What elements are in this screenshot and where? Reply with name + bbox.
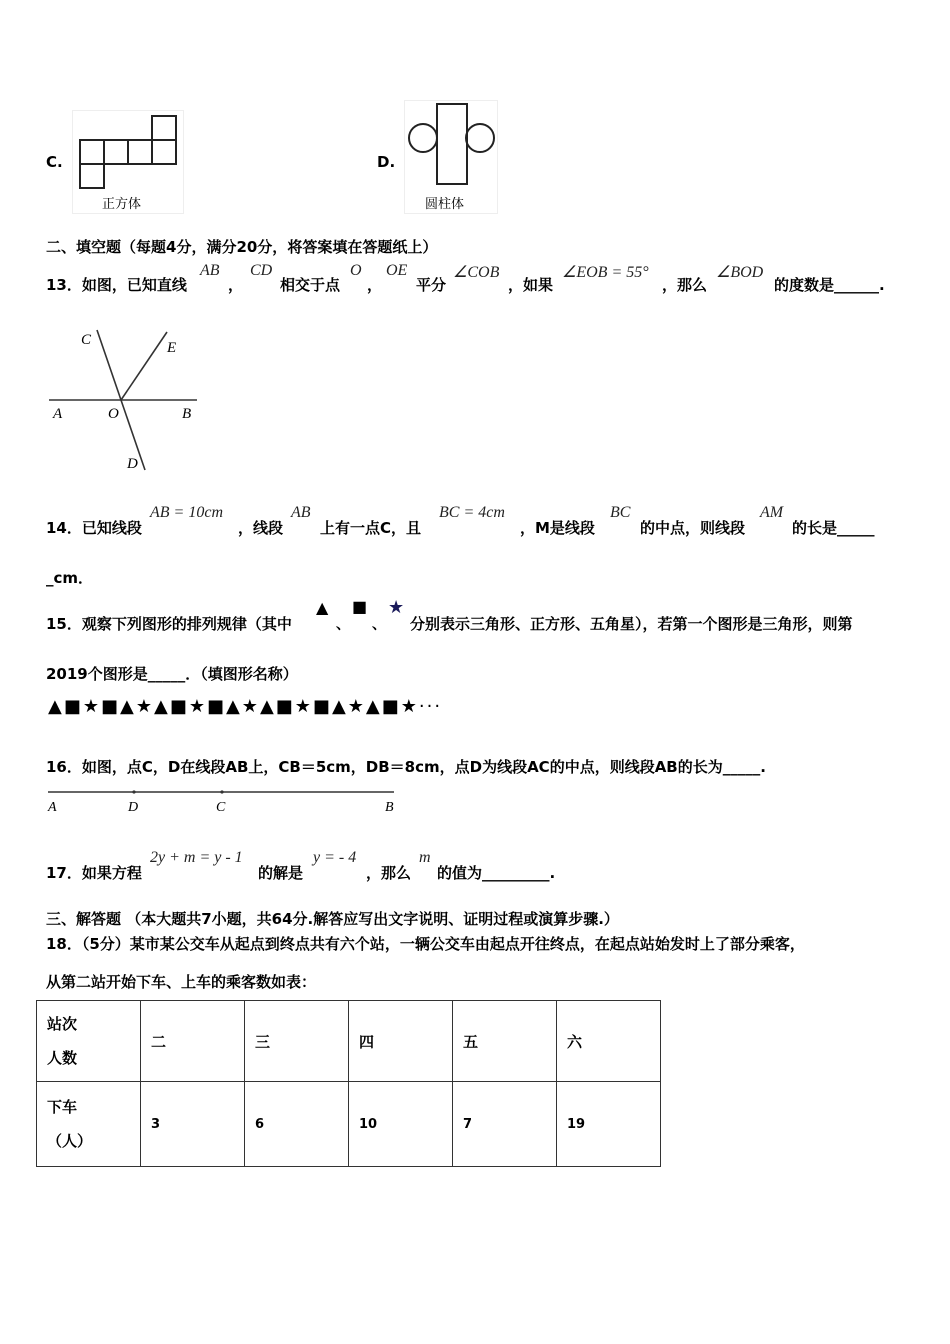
- fig16-label-b: B: [385, 800, 394, 815]
- shape-sequence: ▲■★■▲★▲■★■▲★▲■★■▲★▲■★···: [48, 696, 443, 717]
- q14-text-midpoint: ，M是线段: [520, 519, 595, 537]
- header-station-6: 六: [557, 1001, 661, 1082]
- q13-text-then: ，那么: [662, 276, 708, 294]
- q14-math-bc: BC: [610, 504, 631, 521]
- q15-prefix: 15．观察下列图形的排列规律（其中: [46, 615, 292, 633]
- q17-text-then: ，那么: [366, 864, 412, 882]
- section-2-heading: 二、填空题（每题4分，满分20分，将答案填在答题纸上）: [46, 238, 438, 256]
- q14-math-ab-len: AB = 10cm: [150, 504, 223, 521]
- header-label-count: 人数: [47, 1049, 78, 1067]
- row-label-cell: [37, 1082, 141, 1167]
- triangle-icon: ▲: [316, 598, 329, 617]
- q13-math-bod: ∠BOD: [716, 264, 764, 281]
- q18-line-2: 从第二站开始下车、上车的乘客数如表：: [46, 973, 317, 991]
- fig13-label-a: A: [53, 406, 63, 422]
- header-station-4: 四: [349, 1001, 453, 1082]
- fig16-label-d: D: [128, 800, 139, 815]
- square-icon: ■: [352, 597, 368, 616]
- alight-value-3: 6: [245, 1082, 349, 1167]
- q16-segment-figure: [44, 786, 404, 818]
- q15-sep-2: 、: [372, 617, 386, 633]
- q15-line-2: 2019个图形是_____．（填图形名称）: [46, 665, 298, 683]
- q13-angle-figure: [45, 318, 205, 478]
- q14-text-segment: ，线段: [238, 519, 284, 537]
- q14-text-then: 的中点，则线段: [640, 519, 746, 537]
- q13-text-answer: 的度数是______.: [774, 276, 885, 294]
- passenger-table: [36, 1000, 661, 1167]
- q14-math-bc-len: BC = 4cm: [439, 504, 505, 521]
- alight-value-5: 7: [453, 1082, 557, 1167]
- cylinder-caption: 圆柱体: [425, 197, 465, 212]
- q16-text: 16．如图，点C，D在线段AB上，CB＝5cm，DB＝8cm，点D为线段AC的中点，则线段AB的长为_____.: [46, 758, 766, 776]
- q17-text-answer: 的值为_________.: [437, 864, 556, 882]
- fig13-label-c: C: [81, 332, 92, 348]
- fig13-label-b: B: [182, 406, 192, 422]
- q17-math-equation: 2y + m = y - 1: [150, 849, 243, 866]
- q13-math-cob: ∠COB: [453, 264, 500, 281]
- row-label-unit: （人）: [47, 1132, 93, 1150]
- header-corner-cell: [37, 1001, 141, 1082]
- cube-caption: 正方体: [102, 197, 142, 212]
- q15-sep-1: 、: [336, 617, 350, 633]
- q14-text-point: 上有一点C，且: [320, 519, 422, 537]
- header-station-5: 五: [453, 1001, 557, 1082]
- q13-text-bisect: 平分: [416, 276, 447, 294]
- table-row-alight: [37, 1082, 661, 1167]
- row-label-alight: 下车: [47, 1098, 78, 1116]
- alight-value-6: 19: [557, 1082, 661, 1167]
- option-c-letter: C.: [46, 153, 63, 171]
- q14-math-ab: AB: [291, 504, 311, 521]
- alight-value-4: 10: [349, 1082, 453, 1167]
- fig16-label-c: C: [216, 800, 226, 815]
- fig13-label-e: E: [167, 340, 177, 356]
- q13-math-o: O: [350, 262, 362, 279]
- q17-math-y: y = - 4: [313, 849, 357, 866]
- q14-math-am: AM: [760, 504, 784, 521]
- q13-math-ab: AB: [200, 262, 220, 279]
- q13-math-oe: OE: [386, 262, 408, 279]
- option-d-letter: D.: [377, 153, 396, 171]
- q17-prefix: 17．如果方程: [46, 864, 142, 882]
- table-header-row: [37, 1001, 661, 1082]
- alight-value-2: 3: [141, 1082, 245, 1167]
- q17-text-solution: 的解是: [258, 864, 304, 882]
- header-station-3: 三: [245, 1001, 349, 1082]
- header-station-2: 二: [141, 1001, 245, 1082]
- fig16-label-a: A: [48, 800, 57, 815]
- q13-sep-2: ，: [367, 276, 383, 294]
- q13-text-intersect: 相交于点: [280, 276, 341, 294]
- section-3-heading: 三、解答题 （本大题共7小题，共64分.解答应写出文字说明、证明过程或演算步骤.）: [46, 910, 619, 928]
- q14-prefix: 14．已知线段: [46, 519, 142, 537]
- q13-text-if: ，如果: [508, 276, 554, 294]
- q13-math-eob: ∠EOB = 55°: [562, 264, 649, 281]
- q13-math-cd: CD: [250, 262, 273, 279]
- q17-math-m: m: [419, 849, 431, 866]
- header-label-station: 站次: [47, 1015, 78, 1033]
- q13-sep: ，: [228, 276, 244, 294]
- q18-line-1: 18．（5分）某市某公交车从起点到终点共有六个站，一辆公交车由起点开往终点，在起点站始发时上了部分乘客，: [46, 935, 805, 953]
- fig13-label-d: D: [127, 456, 138, 472]
- q14-answer-unit: _cm．: [46, 569, 94, 587]
- fig13-label-o: O: [108, 406, 119, 422]
- cylinder-net-figure: [404, 100, 498, 214]
- q13-prefix: 13．如图，已知直线: [46, 276, 187, 294]
- q15-text-rule: 分别表示三角形、正方形、五角星），若第一个图形是三角形，则第: [410, 615, 853, 633]
- q14-text-answer: 的长是_____: [792, 519, 875, 537]
- cube-net-figure: [72, 110, 184, 214]
- star-icon: ★: [388, 597, 405, 618]
